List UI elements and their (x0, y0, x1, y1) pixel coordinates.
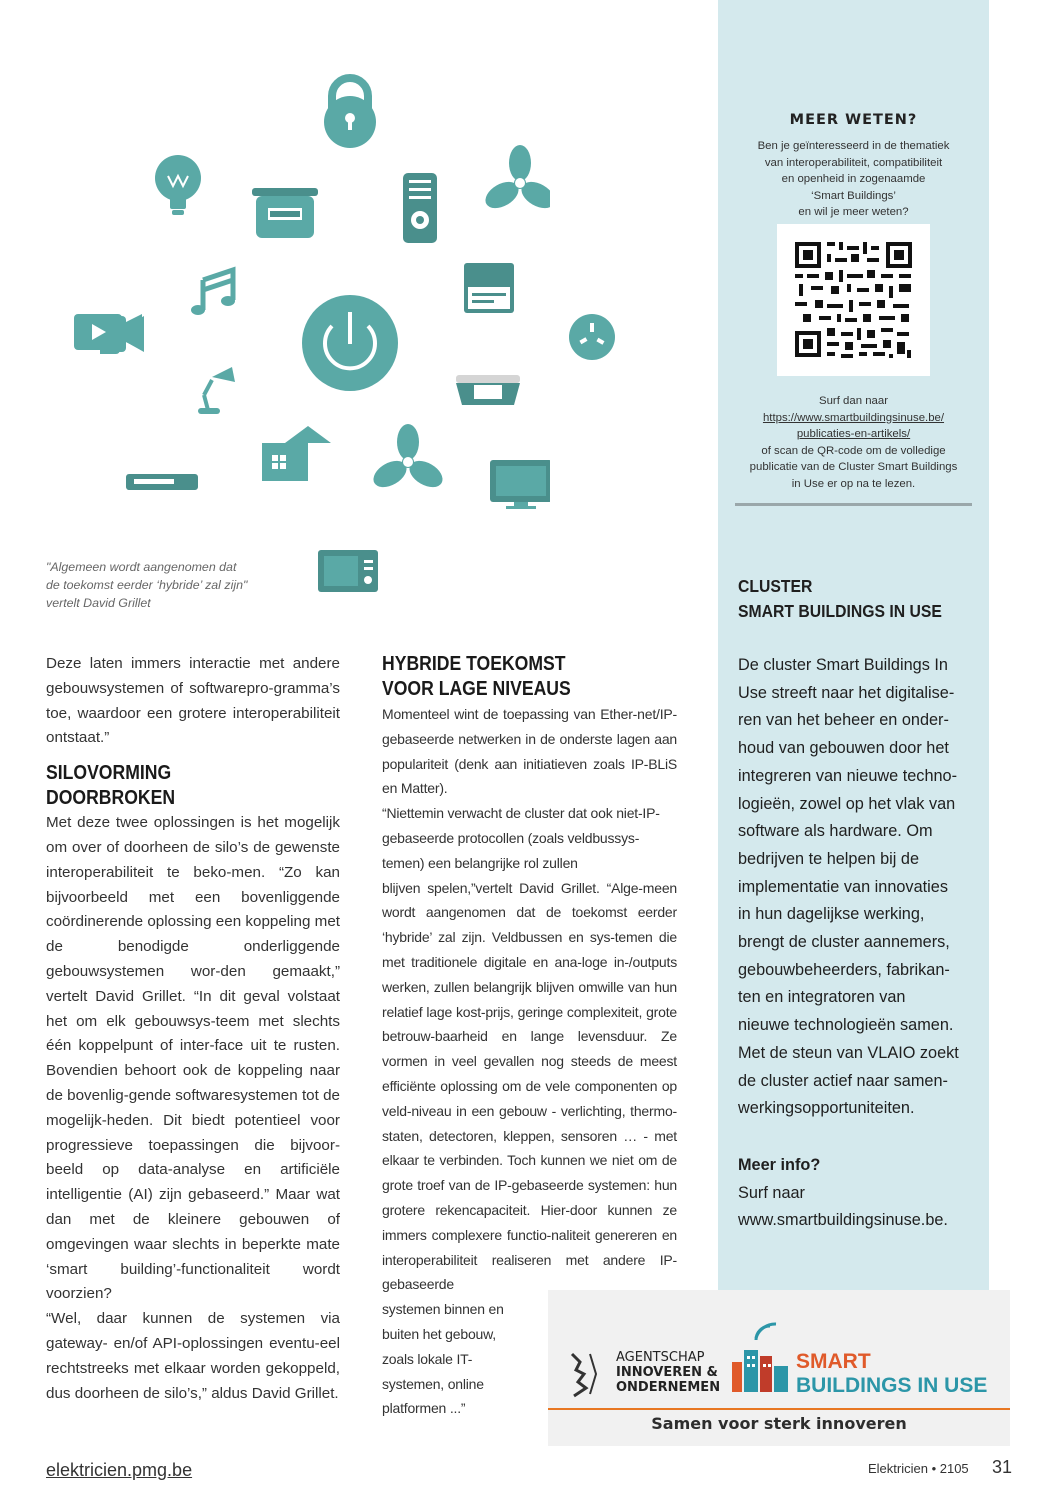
remote-control-icon (403, 173, 437, 243)
section-heading-hybride-line2: VOOR LAGE NIVEAUS (382, 678, 571, 700)
cluster-line: implementatie van innovaties (738, 877, 948, 896)
cluster-title (738, 574, 954, 624)
cluster-line: logieën, zowel op het vlak van (738, 794, 956, 813)
meer-weten-line: en wil je meer weten? (798, 206, 909, 218)
cluster-title-line: SMART BUILDINGS IN USE (738, 601, 942, 621)
cooker-icon (252, 188, 318, 238)
smart-home-illustration (100, 60, 550, 605)
meer-info (738, 1152, 978, 1235)
agency-line: INNOVEREN & (616, 1365, 718, 1380)
microwave-icon (318, 550, 378, 592)
agency-line: AGENTSCHAP (616, 1350, 705, 1365)
cluster-line: Use streeft naar het digitalise- (738, 683, 955, 702)
intro-paragraph: Deze laten immers interactie met andere gebouwsystemen of softwarepro-gramma’s toe, waardoor een grotere interoperabiliteit ontstaat.” (46, 655, 340, 747)
sidebar-divider (735, 503, 972, 506)
cluster-title-line: CLUSTER (738, 576, 813, 596)
router-icon (126, 474, 198, 490)
logo-accent-strip (548, 1408, 1010, 1410)
caption-line: vertelt David Grillet (46, 596, 151, 610)
tail-line: zoals lokale IT- (382, 1350, 473, 1367)
cluster-line: gebouwbeheerders, fabrikan- (738, 960, 950, 979)
storage-box-icon (464, 263, 514, 313)
body-paragraph: Met deze twee oplossingen is het mogelijk om over of doorheen de silo’s de gewenste interoperabiliteit te beko-men. “Zo kan bijvoorbeeld met een bovenliggende coördinerende oplossing een koppeling met de benodigde onderliggende gebouwsystemen wor-den gemaakt,” vertelt David Grillet. “In dit geval volstaat het om elk gebouwsys-teem met slechts één koppelpunt of inter-face uit te rusten. Bovendien behoort ook de koppeling naar de bovenlig-gende softwaresystemen tot de mogelijk-heden. Dit biedt potentieel voor progressieve toepassingen die bijvoor-beeld op data-analyse en artificiële intelligentie (AI) zijn gebaseerd.” Maar wat dan met de kleinere gebouwen of omgevingen waar slechts in beperkte mate ‘smart building’-functionaliteit wordt voorzien? (46, 814, 340, 1303)
light-bulb-icon (155, 155, 201, 215)
fan-bottom-icon (369, 424, 447, 493)
caption-line: "Algemeen wordt aangenomen dat (46, 560, 237, 574)
tv-monitor-icon (490, 460, 550, 509)
footer-website-link[interactable]: elektricien.pmg.be (46, 1460, 193, 1480)
meer-info-website-link[interactable]: www.smartbuildingsinuse.be. (738, 1211, 948, 1230)
cluster-line: ren van het beheer en onder- (738, 711, 949, 730)
cluster-line: De cluster Smart Buildings In (738, 656, 948, 674)
cluster-line: integreren van nieuwe techno- (738, 766, 958, 785)
smart-buildings-brand (796, 1350, 987, 1398)
meer-weten-line: Ben je geïnteresseerd in de thematiek (757, 140, 950, 152)
surf-text (735, 393, 972, 492)
cluster-line: brengt de cluster aannemers, (738, 933, 950, 952)
fan-icon (481, 145, 550, 214)
surf-line: Surf dan naar (818, 395, 889, 407)
tail-line: buiten het gebouw, (382, 1325, 496, 1342)
image-caption (46, 558, 306, 612)
article-column-left (46, 652, 340, 1406)
cluster-line: houd van gebouwen door het (738, 739, 949, 758)
tail-line: systemen binnen en (382, 1301, 504, 1318)
meer-weten-title: MEER WETEN? (789, 112, 918, 128)
scan-line: publicatie van de Cluster Smart Buildings (749, 461, 958, 473)
logo-slogan: Samen voor sterk innoveren (651, 1414, 907, 1433)
scan-line: of scan de QR-code om de volledige (761, 444, 946, 457)
desk-lamp-icon (198, 367, 235, 414)
body-paragraph: Momenteel wint de toepassing van Ether-net/IP-gebaseerde netwerken in de onderste lagen aan populariteit (denk aan initiatieven zoals IP-BLiS en Matter). (382, 706, 677, 797)
brand-line: SMART (796, 1350, 871, 1373)
wall-outlet-icon (568, 313, 616, 361)
publication-url-link-line1[interactable]: https://www.smartbuildingsinuse.be/ (762, 411, 945, 424)
cluster-body (738, 652, 983, 1123)
cluster-line: de cluster actief naar samen- (738, 1071, 948, 1090)
meer-info-label: Meer info? (738, 1156, 821, 1174)
tail-line: systemen, online (382, 1375, 484, 1392)
cluster-line: Met de steun van VLAIO zoekt (738, 1043, 959, 1062)
page-number: 31 (992, 1457, 1013, 1477)
section-heading-silovorming: SILOVORMING DOORBROKEN (46, 762, 176, 810)
scan-line: in Use er op na te lezen. (791, 477, 916, 490)
meer-weten-line: van interoperabiliteit, compatibiliteit (764, 156, 943, 169)
meer-weten-line: en openheid in zogenaamde (781, 173, 926, 185)
cluster-line: software als hardware. Om (738, 822, 933, 841)
qr-code[interactable] (777, 224, 930, 376)
meer-weten-text (735, 138, 972, 221)
cluster-line: in hun dagelijkse werking, (738, 905, 925, 924)
qr-code-image (777, 224, 930, 376)
footer-issue: Elektricien • 2105 (868, 1461, 969, 1476)
lion-emblem-icon (562, 1348, 606, 1400)
body-paragraph: blijven spelen,”vertelt David Grillet. “Alge-meen wordt aangenomen dat de toekomst eerder ‘hybride’ zal zijn. Veldbussen en sys-temen die met traditionele digitale en ana-loge in-/outputs werken, zullen belangrijk blijven omwille van hun relatief lage kost-prijs, geringe complexiteit, grote betrouw-baarheid en lange levensduur. Ze vormen in veel gevallen nog steeds de meest efficiënte oplossing om de vele componenten op veld-niveau in een gebouw - verlichting, thermo-staten, detectoren, kleppen, sensoren … - met elkaar te verbinden. Toch kunnen we niet om de grote troef van de IP-gebaseerde systemen: hun grotere rekencapaciteit. Hier-door kunnen ze immers complexere functio-naliteit genereren en interoperabiliteit realiseren met andere IP-gebaseerde (382, 879, 677, 1293)
meer-info-line: Surf naar (738, 1183, 805, 1202)
caption-line: de toekomst eerder ‘hybride’ zal zijn" (46, 578, 248, 592)
cluster-line: bedrijven te helpen bij de (738, 849, 920, 868)
section-heading-hybride-line1: HYBRIDE TOEKOMST (382, 653, 566, 675)
meer-weten-line: ‘Smart Buildings’ (811, 189, 896, 202)
smoke-detector-icon (456, 375, 520, 405)
agency-name (616, 1350, 720, 1395)
body-paragraph: “Niettemin verwacht de cluster dat ook niet-IP-gebaseerde protocollen (zoals veldbussys-temen) een belangrijke rol zullen (382, 805, 660, 871)
cluster-line: nieuwe technologieën samen. (738, 1016, 954, 1035)
padlock-icon (324, 78, 376, 148)
video-camera-visual-icon (100, 60, 120, 354)
publication-url-link-line2[interactable]: publicaties-en-artikels/ (796, 428, 911, 440)
video-camera-icon (74, 312, 144, 352)
cluster-line: werkingsopportuniteiten. (738, 1099, 915, 1118)
house-icon (262, 426, 331, 481)
brand-line: BUILDINGS IN USE (796, 1374, 988, 1397)
cluster-line: ten en integratoren van (738, 988, 906, 1007)
music-note-icon (191, 270, 235, 315)
smart-buildings-logo-icon (730, 1322, 794, 1396)
tail-line: platformen ...” (382, 1400, 466, 1417)
agency-line: ONDERNEMEN (616, 1380, 721, 1395)
body-paragraph: “Wel, daar kunnen de systemen via gateway- en/of API-oplossingen eventu-eel rechtstreeks met elkaar worden gekoppeld, dus doorheen de silo’s,” aldus David Grillet. (46, 1310, 340, 1402)
power-button-icon (302, 295, 398, 391)
